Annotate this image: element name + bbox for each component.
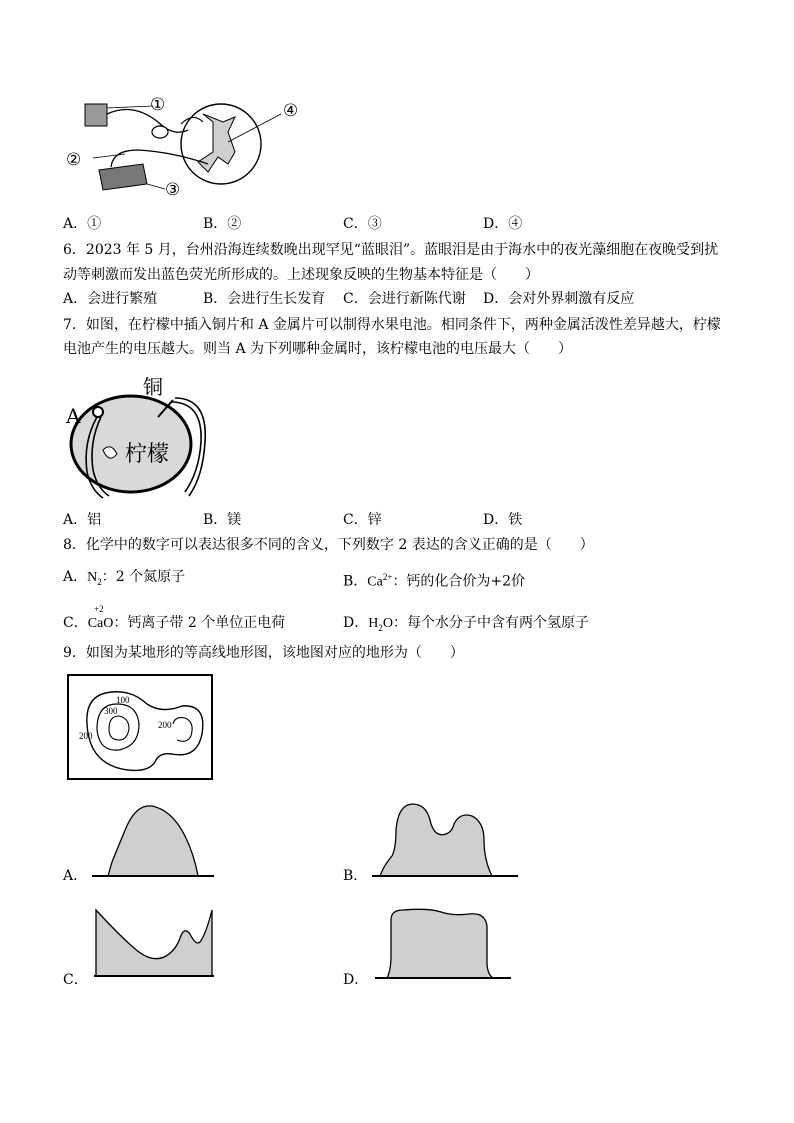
- profile-b[interactable]: [370, 800, 520, 878]
- q6-option-b[interactable]: B．会进行生长发育: [203, 291, 326, 307]
- q7-option-b[interactable]: B．镁: [203, 512, 242, 528]
- figure-label-4: ④: [283, 101, 299, 121]
- q8-b-formula: Ca: [367, 574, 383, 590]
- q8-b-prefix: B．: [343, 573, 368, 590]
- copper-label: 铜: [143, 375, 163, 399]
- q8-stem: 8．化学中的数字可以表达很多不同的含义，下列数字 2 表达的含义正确的是（ ）: [63, 537, 594, 553]
- figure-label-3: ③: [165, 180, 181, 200]
- q8-d-formula-o: O: [382, 616, 393, 631]
- q8-c-prefix: C．: [63, 615, 88, 631]
- profile-d[interactable]: [373, 906, 513, 980]
- q9-option-d-label[interactable]: D．: [343, 972, 369, 988]
- q8-b-sup: 2+: [382, 572, 393, 582]
- q6-option-d[interactable]: D．会对外界刺激有反应: [483, 291, 635, 307]
- metal-a-label: A: [66, 404, 81, 428]
- q8-b-text: ：钙的化合价为+2价: [392, 573, 526, 590]
- q8-c-formula: CaO: [87, 616, 114, 631]
- q8-option-d[interactable]: [343, 613, 589, 638]
- q7-stem-line2: 电池产生的电压越大。则当 A 为下列哪种金属时，该柠檬电池的电压最大（ ）: [63, 341, 573, 357]
- q7-option-d[interactable]: D．铁: [483, 512, 523, 528]
- contour-label-200-right: 200: [158, 720, 172, 730]
- q6-stem-line1: 6．2023 年 5 月，台州沿海连续数晚出现罕见“蓝眼泪”。蓝眼泪是由于海水中的夜光藻细胞在夜晚受到扰: [63, 242, 719, 258]
- q8-c-valence: +2: [94, 604, 104, 614]
- profile-c[interactable]: [92, 908, 216, 978]
- q8-option-a[interactable]: [63, 567, 185, 592]
- q7-option-a[interactable]: A．铝: [63, 512, 102, 528]
- contour-label-100: 100: [116, 695, 130, 705]
- q5-option-b[interactable]: B．②: [203, 216, 242, 232]
- q8-a-formula: N: [87, 570, 98, 585]
- q8-d-formula-h: H: [368, 616, 379, 631]
- q7-stem-line1: 7．如图，在柠檬中插入铜片和 A 金属片可以制得水果电池。相同条件下，两种金属活泼性差异越大，柠檬: [63, 317, 721, 333]
- q8-option-c[interactable]: [63, 613, 285, 634]
- q8-a-text: ：2 个氮原子: [101, 569, 186, 585]
- q6-stem-line2: 动等刺激而发出蓝色荧光所形成的。上述现象反映的生物基本特征是（ ）: [63, 267, 539, 283]
- q8-c-text: ：钙离子带 2 个单位正电荷: [113, 615, 286, 631]
- contour-label-300: 300: [104, 706, 118, 716]
- lemon-label: 柠檬: [125, 442, 170, 467]
- reflex-arc-figure: [63, 92, 313, 204]
- q8-d-sub: 2: [378, 622, 383, 633]
- q9-option-c-label[interactable]: C．: [63, 972, 88, 988]
- q9-option-b-label[interactable]: B．: [343, 868, 368, 884]
- q9-stem: 9．如图为某地形的等高线地形图，该地图对应的地形为（ ）: [63, 645, 464, 661]
- q5-option-a[interactable]: A．①: [63, 216, 102, 232]
- figure-label-2: ②: [66, 150, 82, 170]
- lemon-battery-figure: [63, 372, 203, 500]
- q8-d-prefix: D．: [343, 615, 369, 631]
- q8-a-sub: 2: [97, 576, 102, 587]
- q5-option-d[interactable]: D．④: [483, 216, 523, 232]
- q8-a-prefix: A．: [63, 569, 88, 585]
- figure-label-1: ①: [150, 95, 166, 115]
- contour-map: [67, 674, 213, 780]
- q8-option-b[interactable]: [343, 567, 525, 593]
- q7-option-c[interactable]: C．锌: [343, 512, 382, 528]
- q5-option-c[interactable]: C．③: [343, 216, 382, 232]
- q8-d-text: ：每个水分子中含有两个氢原子: [392, 615, 589, 631]
- profile-a[interactable]: [90, 802, 216, 878]
- q6-option-a[interactable]: A．会进行繁殖: [63, 291, 158, 307]
- q9-option-a-label[interactable]: A．: [63, 868, 88, 884]
- contour-label-200-left: 200: [79, 731, 93, 741]
- q6-option-c[interactable]: C．会进行新陈代谢: [343, 291, 466, 307]
